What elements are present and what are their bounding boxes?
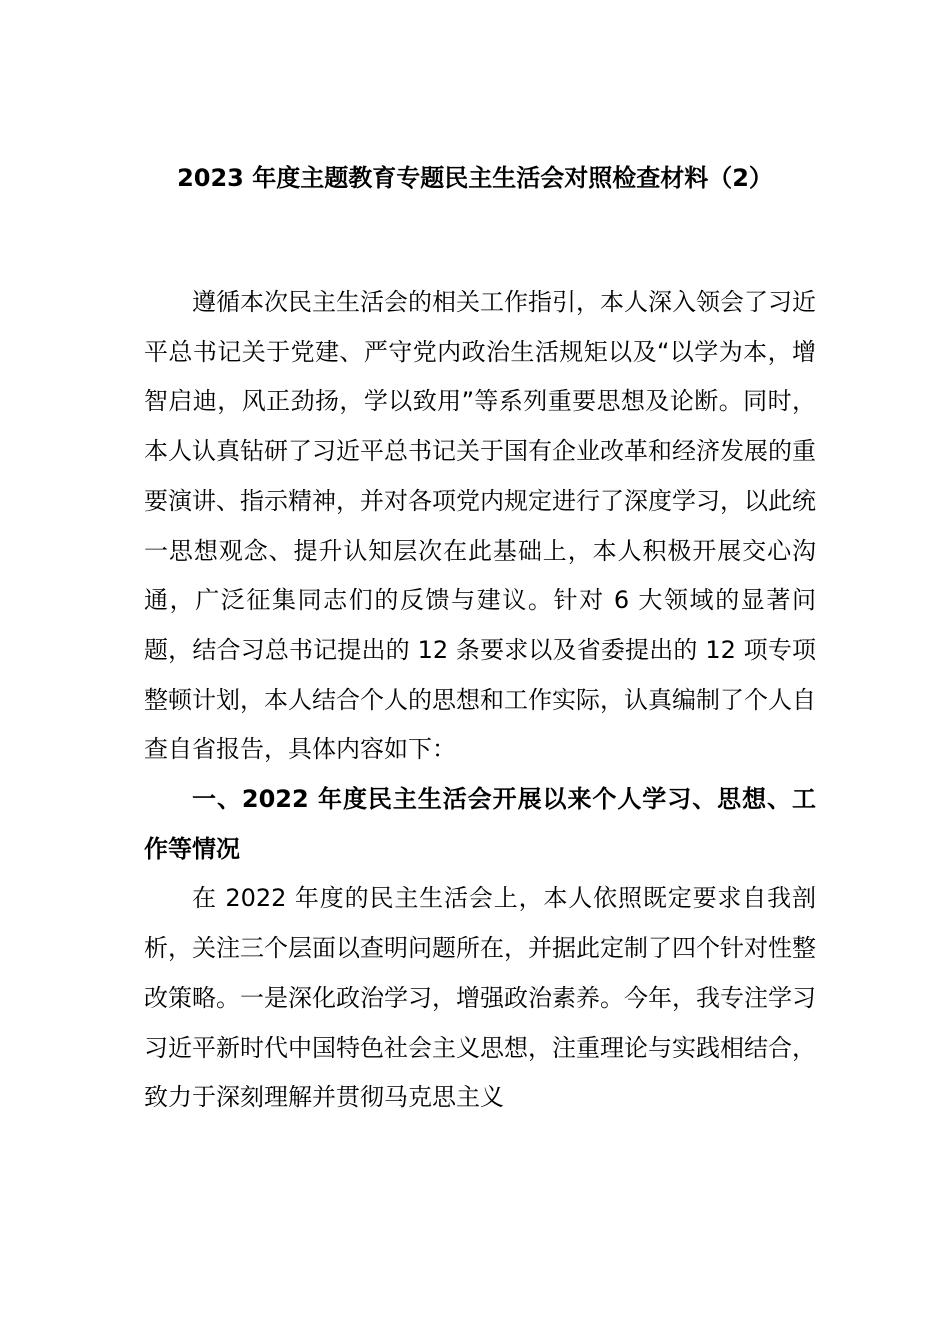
section-heading-1: 一、2022 年度民主生活会开展以来个人学习、思想、工作等情况 bbox=[144, 785, 816, 863]
document-title: 2023 年度主题教育专题民主生活会对照检查材料（2） bbox=[177, 164, 773, 192]
body-paragraph-intro: 遵循本次民主生活会的相关工作指引，本人深入领会了习近平总书记关于党建、严守党内政治生活规矩以及“以学为本，增智启迪，风正劲扬，学以致用”等系列重要思想及论断。同时，本人认真钻研了习近平总书记关于国有企业改革和经济发展的重要演讲、指示精神，并对各项党内规定进行了深度学习，以此统一思想观念、提升认知层次在此基础上，本人积极开展交心沟通，广泛征集同志们的反馈与建议。针对 6 大领域的显著问题，结合习总书记提出的 12 条要求以及省委提出的 12 项专项整顿计划，本人结合个人的思想和工作实际，认真编制了个人自查自省报告，具体内容如下： bbox=[144, 288, 816, 764]
document-body bbox=[144, 278, 816, 1123]
body-paragraph-section-1: 在 2022 年度的民主生活会上，本人依照既定要求自我剖析，关注三个层面以查明问题所在，并据此定制了四个针对性整改策略。一是深化政治学习，增强政治素养。今年，我专注学习习近平新时代中国特色社会主义思想，注重理论与实践相结合，致力于深刻理解并贯彻马克思主义 bbox=[144, 884, 816, 1112]
